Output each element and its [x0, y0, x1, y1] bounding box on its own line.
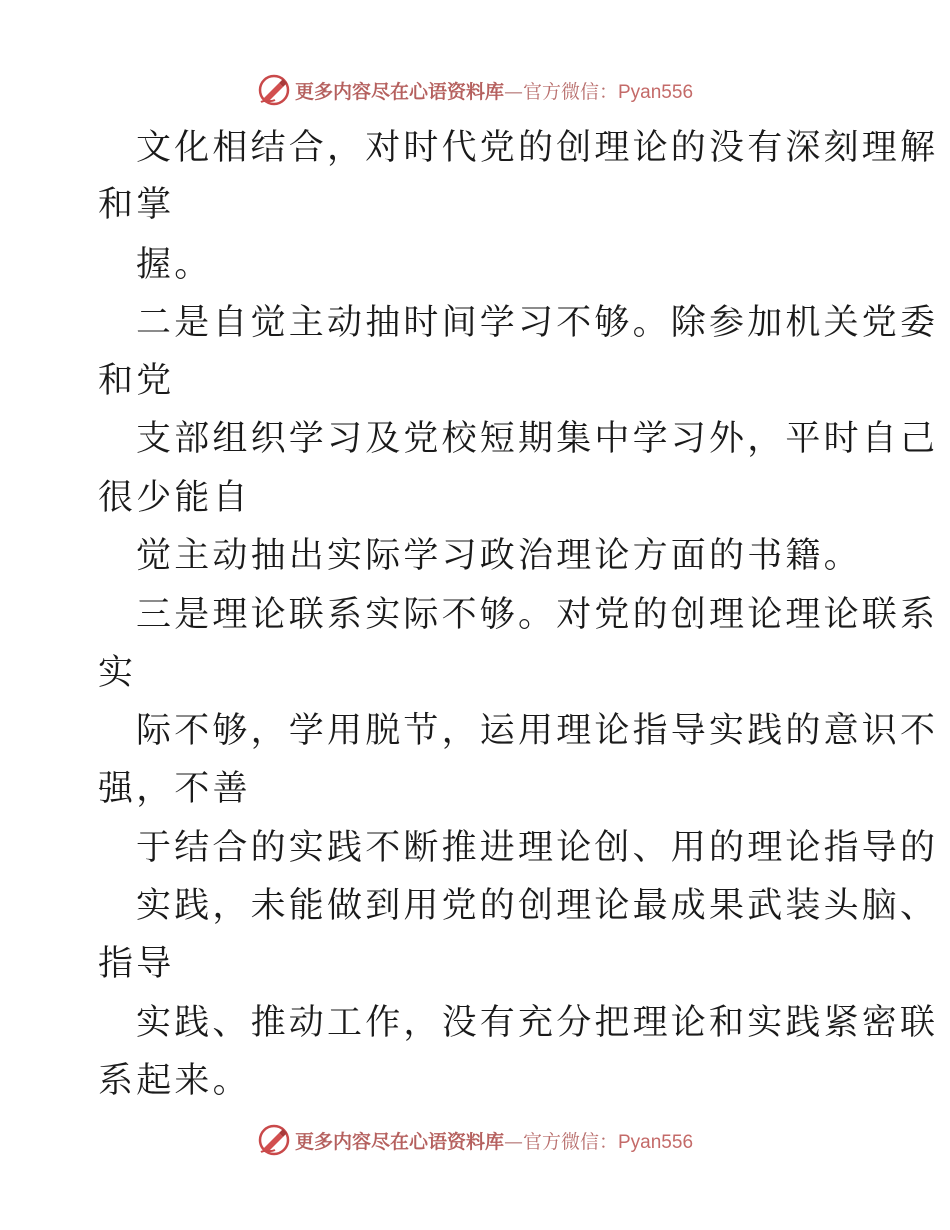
watermark-separator: —	[503, 80, 523, 103]
watermark-main: 更多内容尽在心语资料库	[294, 80, 504, 103]
text-line: 于结合的实践不断推进理论创、用的理论指导的	[136, 828, 939, 868]
text-line: 指导	[98, 944, 175, 984]
text-line: 觉主动抽出实际学习政治理论方面的书籍。	[136, 536, 862, 576]
text-line: 系起来。	[98, 1061, 251, 1101]
text-line: 际不够，学用脱节，运用理论指导实践的意识不	[136, 711, 939, 751]
text-line: 文化相结合，对时代党的创理论的没有深刻理解	[136, 128, 939, 168]
text-line: 实践，未能做到用党的创理论最成果武装头脑、	[136, 886, 939, 926]
pen-logo-icon	[257, 1123, 291, 1157]
text-line: 三是理论联系实际不够。对党的创理论理论联系	[136, 595, 939, 635]
watermark-id: Pyan556	[618, 81, 694, 103]
watermark-main: 更多内容尽在心语资料库	[294, 1130, 504, 1153]
text-line: 强，不善	[98, 769, 251, 809]
text-line: 实践、推动工作，没有充分把理论和实践紧密联	[136, 1003, 939, 1043]
text-line: 很少能自	[98, 478, 251, 518]
text-line: 和掌	[98, 185, 175, 225]
text-line: 二是自觉主动抽时间学习不够。除参加机关党委	[136, 303, 939, 343]
footer-watermark	[0, 1120, 950, 1160]
text-line: 握。	[136, 245, 213, 285]
watermark-tail: 官方微信：	[522, 1130, 618, 1153]
text-line: 实	[98, 653, 137, 693]
watermark-id: Pyan556	[618, 1131, 694, 1153]
watermark-text	[295, 1127, 693, 1154]
watermark-separator: —	[503, 1130, 523, 1153]
text-line: 和党	[98, 361, 175, 401]
watermark-tail: 官方微信：	[522, 80, 618, 103]
text-line: 支部组织学习及党校短期集中学习外，平时自己	[136, 419, 939, 459]
